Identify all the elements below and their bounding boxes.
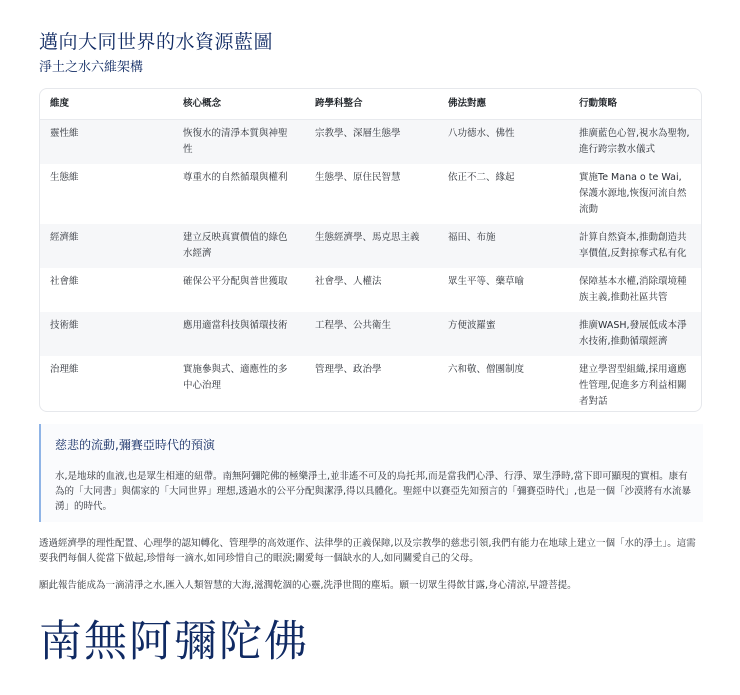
header-action-strategy: 行動策略 xyxy=(569,89,701,120)
table-cell: 八功德水、佛性 xyxy=(438,120,569,165)
table-cell: 計算自然資本,推動創造共享價值,反對掠奪式私有化 xyxy=(569,224,701,268)
table-cell: 福田、布施 xyxy=(438,224,569,268)
quote-block xyxy=(39,424,703,522)
quote-body: 水,是地球的血液,也是眾生相連的紐帶。南無阿彌陀佛的極樂淨土,並非遙不可及的烏托邦,而是當我們心淨、行淨、眾生淨時,當下即可顯現的實相。康有為的「大同書」與儒家的「大同世界」理想,透過水的公平分配與潔淨,得以具體化。聖經中以賽亞先知預言的「彌賽亞時代」,也是一個「沙漠將有水流暴湧」的時代。 xyxy=(55,471,692,512)
table-row xyxy=(40,312,701,356)
table-cell: 宗教學、深層生態學 xyxy=(305,120,438,165)
body-paragraph-2: 願此報告能成為一滴清淨之水,匯入人類智慧的大海,滋潤乾涸的心靈,洗淨世間的塵垢。願一切眾生得飲甘露,身心清涼,早證菩提。 xyxy=(39,580,577,591)
framework-table-card xyxy=(39,88,702,412)
table-cell: 管理學、政治學 xyxy=(315,364,382,375)
table-row xyxy=(40,164,701,224)
table-cell: 方便波羅蜜 xyxy=(438,312,569,356)
table-cell: 工程學、公共衛生 xyxy=(305,312,438,356)
table-header-row xyxy=(40,89,701,120)
table-cell: 眾生平等、藥草喻 xyxy=(448,276,525,287)
table-cell: 依正不二、緣起 xyxy=(448,172,515,183)
table-cell: 實施Te Mana o te Wai,保護水源地,恢復河流自然流動 xyxy=(579,172,687,215)
header-dharma: 佛法對應 xyxy=(438,89,569,120)
table-cell: 技術維 xyxy=(40,312,173,356)
table-cell: 建立反映真實價值的綠色水經濟 xyxy=(173,224,305,268)
table-cell: 生態學、原住民智慧 xyxy=(315,172,401,183)
page-title: 邁向大同世界的水資源藍圖 xyxy=(39,31,274,53)
table-cell: 社會維 xyxy=(50,276,79,287)
table-cell: 靈性維 xyxy=(40,120,173,165)
table-cell: 建立學習型組織,採用適應性管理,促進多方利益相關者對話 xyxy=(579,364,687,407)
table-cell: 實施參與式、適應性的多中心治理 xyxy=(183,364,288,391)
framework-table xyxy=(40,89,701,412)
table-cell: 治理維 xyxy=(50,364,79,375)
table-cell: 保障基本水權,消除環境種族主義,推動社區共管 xyxy=(579,276,687,303)
table-cell: 推廣藍色心智,視水為聖物,進行跨宗教水儀式 xyxy=(569,120,701,165)
table-cell: 確保公平分配與普世獲取 xyxy=(183,276,288,287)
table-cell: 恢復水的清淨本質與神聖性 xyxy=(173,120,305,165)
table-cell: 社會學、人權法 xyxy=(315,276,382,287)
body-paragraph-1: 透過經濟學的理性配置、心理學的認知轉化、管理學的高效運作、法律學的正義保障,以及宗教學的慈悲引領,我們有能力在地球上建立一個「水的淨土」。這需要我們每個人從當下做起,珍惜每一滴水,如同珍惜自己的眼淚;關愛每一個缺水的人,如同關愛自己的父母。 xyxy=(39,538,696,564)
header-interdisciplinary: 跨學科整合 xyxy=(305,89,438,120)
page-subtitle: 淨土之水六維架構 xyxy=(39,60,144,75)
table-cell: 尊重水的自然循環與權利 xyxy=(183,172,288,183)
header-dimension: 維度 xyxy=(40,89,173,120)
header-core-concept: 核心概念 xyxy=(173,89,305,120)
closing-chant: 南無阿彌陀佛 xyxy=(39,617,309,667)
table-row xyxy=(40,224,701,268)
table-row xyxy=(40,268,701,312)
table-row xyxy=(40,356,701,412)
table-cell: 生態維 xyxy=(50,172,79,183)
quote-title: 慈悲的流動,彌賽亞時代的預演 xyxy=(55,438,215,452)
table-row xyxy=(40,120,701,165)
table-cell: 經濟維 xyxy=(40,224,173,268)
table-cell: 推廣WASH,發展低成本淨水技術,推動循環經濟 xyxy=(569,312,701,356)
table-cell: 六和敬、僧團制度 xyxy=(448,364,525,375)
table-cell: 生態經濟學、馬克思主義 xyxy=(305,224,438,268)
table-cell: 應用適當科技與循環技術 xyxy=(173,312,305,356)
